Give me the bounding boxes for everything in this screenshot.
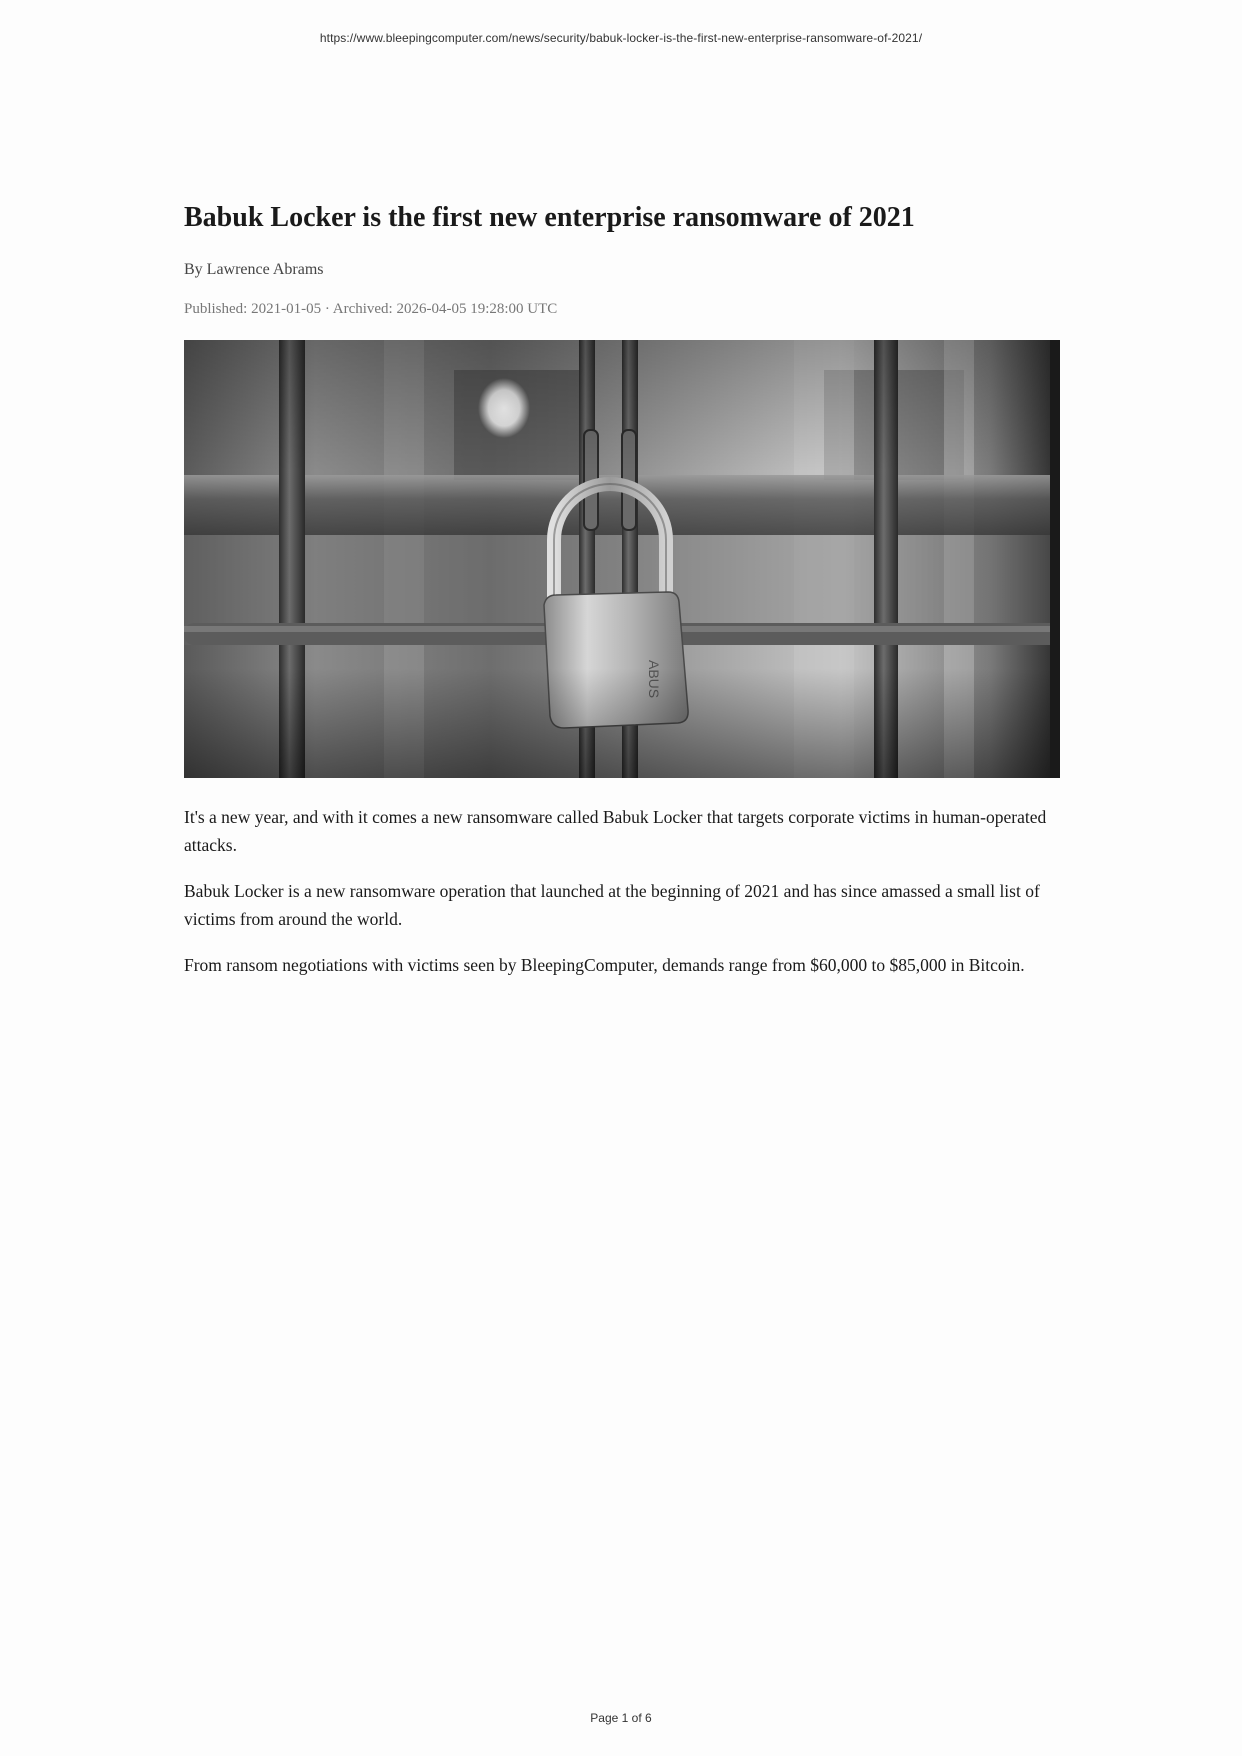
article-byline: By Lawrence Abrams	[184, 261, 324, 278]
page-url: https://www.bleepingcomputer.com/news/security/babuk-locker-is-the-first-new-enterprise-ransomware-of-2021/	[319, 31, 923, 45]
article-body	[184, 803, 1060, 979]
article-title: Babuk Locker is the first new enterprise ransomware of 2021	[184, 202, 915, 233]
page-number: Page 1 of 6	[590, 1711, 652, 1725]
article-meta: Published: 2021-01-05 · Archived: 2026-04-05 19:28:00 UTC	[184, 301, 558, 317]
article-paragraph: From ransom negotiations with victims seen by BleepingComputer, demands range from $60,000 to $85,000 in Bitcoin.	[184, 955, 1025, 975]
article-paragraph: It's a new year, and with it comes a new ransomware called Babuk Locker that targets corporate victims in human-operated attacks.	[184, 807, 1047, 855]
article-paragraph: Babuk Locker is a new ransomware operation that launched at the beginning of 2021 and has since amassed a small list of victims from around the world.	[184, 881, 1040, 929]
hero-image-padlock	[184, 340, 1060, 778]
article	[184, 196, 1060, 997]
